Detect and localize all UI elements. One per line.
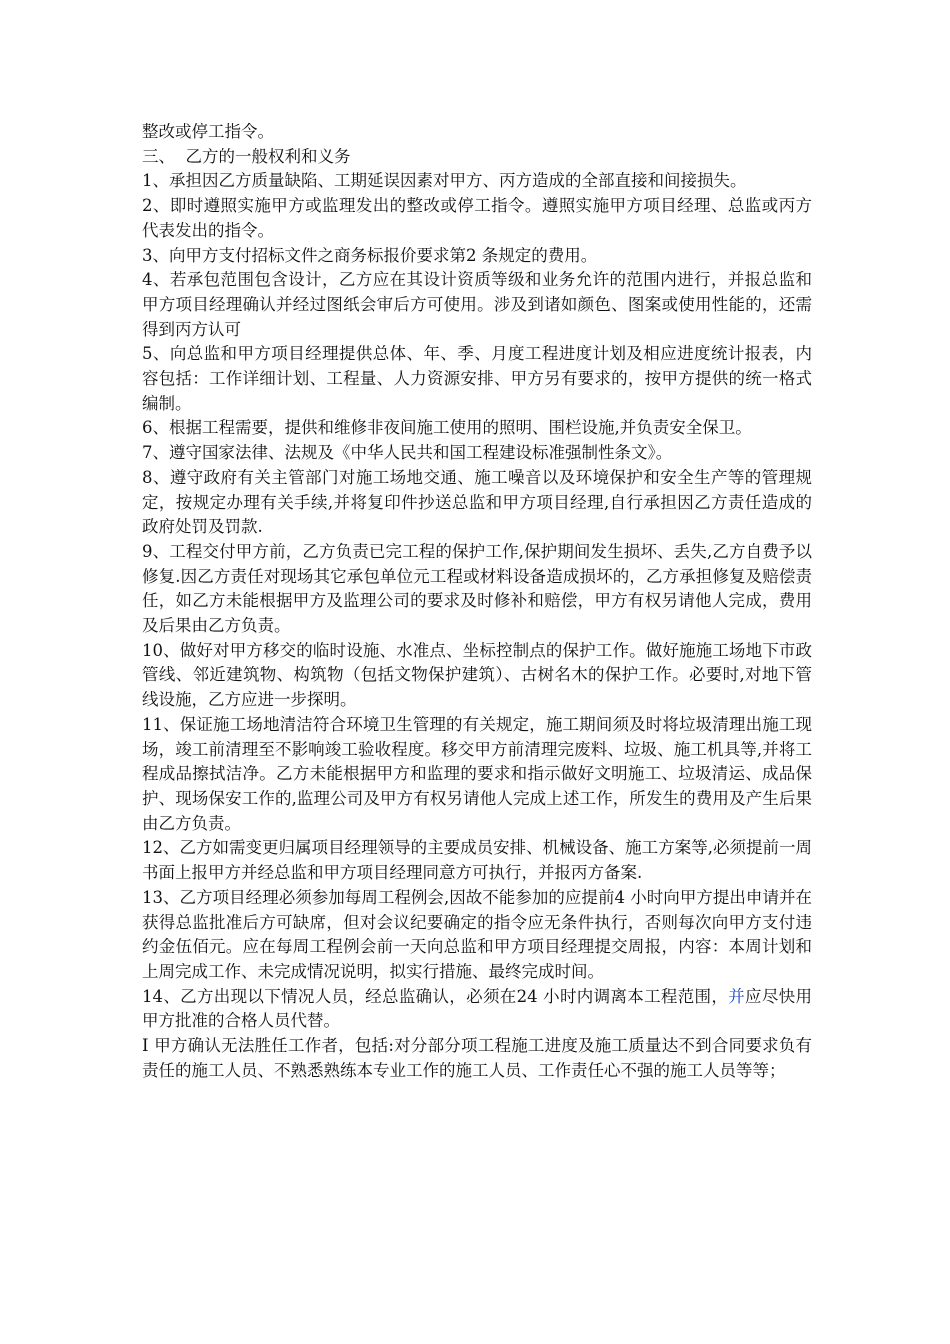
list-item-8: 8、遵守政府有关主管部门对施工场地交通、施工噪音以及环境保护和安全生产等的管理规定，按规定办理有关手续,并将复印件抄送总监和甲方项目经理,自行承担因乙方责任造成的政府处罚及罚款. (142, 467, 812, 537)
list-item-14-text-b: 应尽快用甲方批准的合格人员代替。 (142, 986, 812, 1031)
list-item-7: 7、遵守国家法律、法规及《中华人民共和国工程建设标准强制性条文》。 (142, 443, 673, 463)
list-item-13: 13、乙方项目经理必须参加每周工程例会,因故不能参加的应提前4 小时向甲方提出申请并在获得总监批准后方可缺席，但对会议纪要确定的指令应无条件执行，否则每次向甲方支付违约金伍佰元。应在每周工程例会前一天向总监和甲方项目经理提交周报，内容：本周计划和上周完成工作、未完成情况说明，拟实行措施、最终完成时间。 (142, 887, 812, 981)
list-item-2: 2、即时遵照实施甲方或监理发出的整改或停工指令。遵照实施甲方项目经理、总监或丙方代表发出的指令。 (142, 196, 812, 240)
list-item-5: 5、向总监和甲方项目经理提供总体、年、季、月度工程进度计划及相应进度统计报表，内容包括：工作详细计划、工程量、人力资源安排、甲方另有要求的，按甲方提供的统一格式编制。 (142, 344, 812, 413)
list-item-12: 12、乙方如需变更归属项目经理领导的主要成员安排、机械设备、施工方案等,必须提前一周书面上报甲方并经总监和甲方项目经理同意方可执行，并报丙方备案. (142, 838, 812, 883)
list-item-14-text-a: 14、乙方出现以下情况人员，经总监确认，必须在24 小时内调离本工程范围， (142, 986, 729, 1006)
list-item-10: 10、做好对甲方移交的临时设施、水准点、坐标控制点的保护工作。做好施施工场地下市政管线、邻近建筑物、构筑物（包括文物保护建筑）、古树名木的保护工作。必要时,对地下管线设施，乙方应进一步探明。 (142, 640, 812, 710)
list-item-11: 11、保证施工场地清洁符合环境卫生管理的有关规定，施工期间须及时将垃圾清理出施工现场，竣工前清理至不影响竣工验收程度。移交甲方前清理完废料、垃圾、施工机具等,并将工程成品擦拭洁净。乙方未能根据甲方和监理的要求和指示做好文明施工、垃圾清运、成品保护、现场保安工作的,监理公司及甲方有权另请他人完成上述工作，所发生的费用及产生后果由乙方负责。 (142, 714, 812, 833)
list-item-1: 1、承担因乙方质量缺陷、工期延误因素对甲方、丙方造成的全部直接和间接损失。 (142, 171, 747, 191)
paragraph-continuation: 整改或停工指令。 (142, 122, 274, 141)
sub-list-item-1: Ⅰ 甲方确认无法胜任工作者，包括:对分部分项工程施工进度及施工质量达不到合同要求负有责任的施工人员、不熟悉熟练本专业工作的施工人员、工作责任心不强的施工人员等等； (142, 1036, 812, 1080)
list-item-6: 6、根据工程需要，提供和维修非夜间施工使用的照明、围栏设施,并负责安全保卫。 (142, 418, 752, 438)
list-item-9: 9、工程交付甲方前，乙方负责已完工程的保护工作,保护期间发生损坏、丢失,乙方自费予以修复.因乙方责任对现场其它承包单位元工程或材料设备造成损坏的，乙方承担修复及赔偿责任，如乙方未能根据甲方及监理公司的要求及时修补和赔偿，甲方有权另请他人完成，费用及后果由乙方负责。 (142, 541, 812, 636)
document-body (142, 120, 812, 1083)
section-heading: 三、 乙方的一般权利和义务 (142, 146, 351, 166)
list-item-14 (142, 985, 812, 1034)
hyperlink-text[interactable]: 并 (728, 986, 746, 1006)
list-item-4: 4、若承包范围包含设计，乙方应在其设计资质等级和业务允许的范围内进行，并报总监和甲方项目经理确认并经过图纸会审后方可使用。涉及到诸如颜色、图案或使用性能的，还需得到丙方认可 (142, 270, 812, 339)
list-item-3: 3、向甲方支付招标文件之商务标报价要求第2 条规定的费用。 (142, 245, 598, 265)
